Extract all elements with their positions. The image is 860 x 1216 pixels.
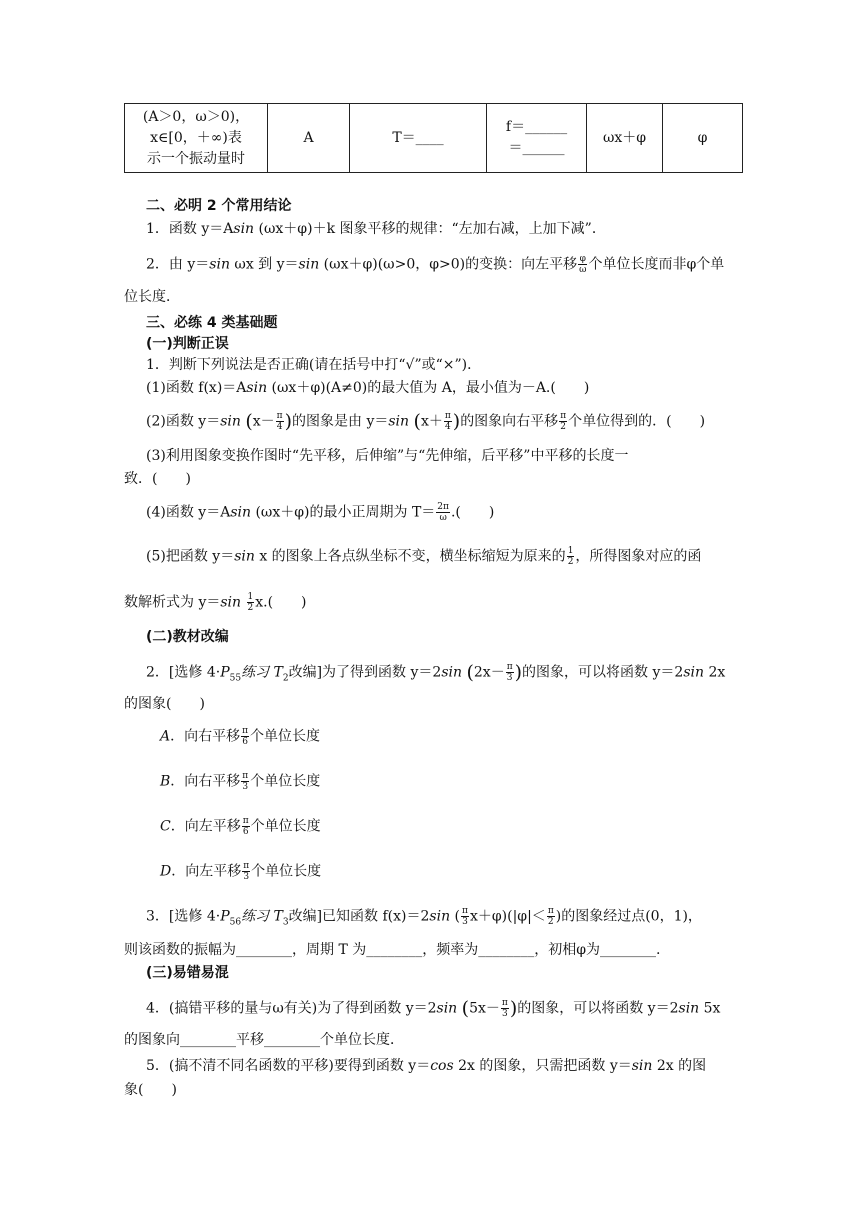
amplitude-cell: A [268, 104, 350, 173]
phase-cell: ωx＋φ [587, 104, 663, 173]
statement-5-cont: 数解析式为 y＝sin $\frac{1}{2}$ x.( ) [124, 592, 307, 613]
statement-3: (3)利用图象变换作图时“先平移，后伸缩”与“先伸缩，后平移”中平移的长度一 [146, 448, 629, 464]
statement-4: (4)函数 y＝Asin (ωx＋φ)的最小正周期为 T＝ $\frac{2\pi}{\omega}$ .( ) [146, 502, 495, 523]
question-5-cont: 象( ) [124, 1082, 177, 1098]
statement-3-cont: 致．( ) [124, 471, 191, 487]
question-3-cont: 则该函数的振幅为________，周期 T 为________，频率为________，初相φ为________. [124, 942, 661, 958]
question-5: 5．(搞不清不同名函数的平移)要得到函数 y＝cos 2x 的图象，只需把函数 y＝sin 2x 的图 [146, 1058, 707, 1074]
option-c[interactable]: C．向左平移 $\frac{\pi}{6}$ 个单位长度 [160, 816, 321, 837]
subsection-title: (二)教材改编 [146, 629, 229, 645]
conclusion-2: 2．由 y＝sin ωx 到 y＝sin (ωx＋φ)(ω>0，φ>0)的变换：向左平移 $\frac{\varphi}{\omega}$ 个单位长度而非φ个单 [146, 254, 725, 275]
question-1: 1．判断下列说法是否正确(请在括号中打“√”或“×”)． [146, 357, 482, 373]
question-3: 3．[选修 $4\cdot P_{56}$练习 $T_3$改编]已知函数 f(x)＝2sin ( $\frac{\pi}{3}$ x＋φ)(|φ|＜ $\frac{\pi}{2}$ )的图象经过点(0，1)， [146, 906, 702, 928]
option-d[interactable]: D．向左平移 $\frac{\pi}{3}$ 个单位长度 [160, 861, 322, 882]
frequency-cell: f＝______ ＝______ [487, 104, 587, 173]
condition-cell: (A＞0，ω＞0)， x∈[0，＋∞)表 示一个振动量时 [125, 104, 268, 173]
statement-1: (1)函数 f(x)＝Asin (ωx＋φ)(A≠0)的最大值为 A，最小值为－A.( ) [146, 380, 590, 396]
subsection-title: (一)判断正误 [146, 336, 229, 352]
question-2: 2．[选修 $4\cdot P_{55}$练习 $T_2$改编]为了得到函数 y＝2sin (2x－ $\frac{\pi}{3}$ )的图象，可以将函数 y＝2sin 2x [146, 661, 726, 684]
initial-phase-cell: φ [663, 104, 743, 173]
option-a[interactable]: A．向右平移 $\frac{\pi}{6}$ 个单位长度 [160, 726, 321, 747]
statement-2: (2)函数 y＝sin (x－ $\frac{\pi}{4}$ )的图象是由 y＝sin (x＋ $\frac{\pi}{4}$ )的图象向右平移 $\frac{\pi}{2}$ 个单位得到的．( ) [146, 410, 706, 433]
option-b[interactable]: B．向右平移 $\frac{\pi}{3}$ 个单位长度 [160, 771, 321, 792]
section-title: 二、必明 2 个常用结论 [146, 198, 292, 214]
summary-table [124, 103, 743, 173]
subsection-title: (三)易错易混 [146, 965, 229, 981]
period-cell: T＝____ [350, 104, 487, 173]
section-title: 三、必练 4 类基础题 [146, 315, 278, 331]
question-4-cont: 的图象向________平移________个单位长度． [124, 1032, 404, 1048]
conclusion-1: 1．函数 y＝Asin (ωx＋φ)＋k 图象平移的规律：“左加右减，上加下减”． [146, 221, 606, 237]
question-2-cont: 的图象( ) [124, 696, 205, 712]
question-4: 4．(搞错平移的量与ω有关)为了得到函数 y＝2sin (5x－ $\frac{\pi}{3}$ )的图象，可以将函数 y＝2sin 5x [146, 997, 721, 1020]
statement-5: (5)把函数 y＝sin x 的图象上各点纵坐标不变，横坐标缩短为原来的 $\frac{1}{2}$ ，所得图象对应的函 [146, 546, 702, 567]
conclusion-2-cont: 位长度． [124, 289, 180, 305]
table-row [125, 104, 743, 173]
